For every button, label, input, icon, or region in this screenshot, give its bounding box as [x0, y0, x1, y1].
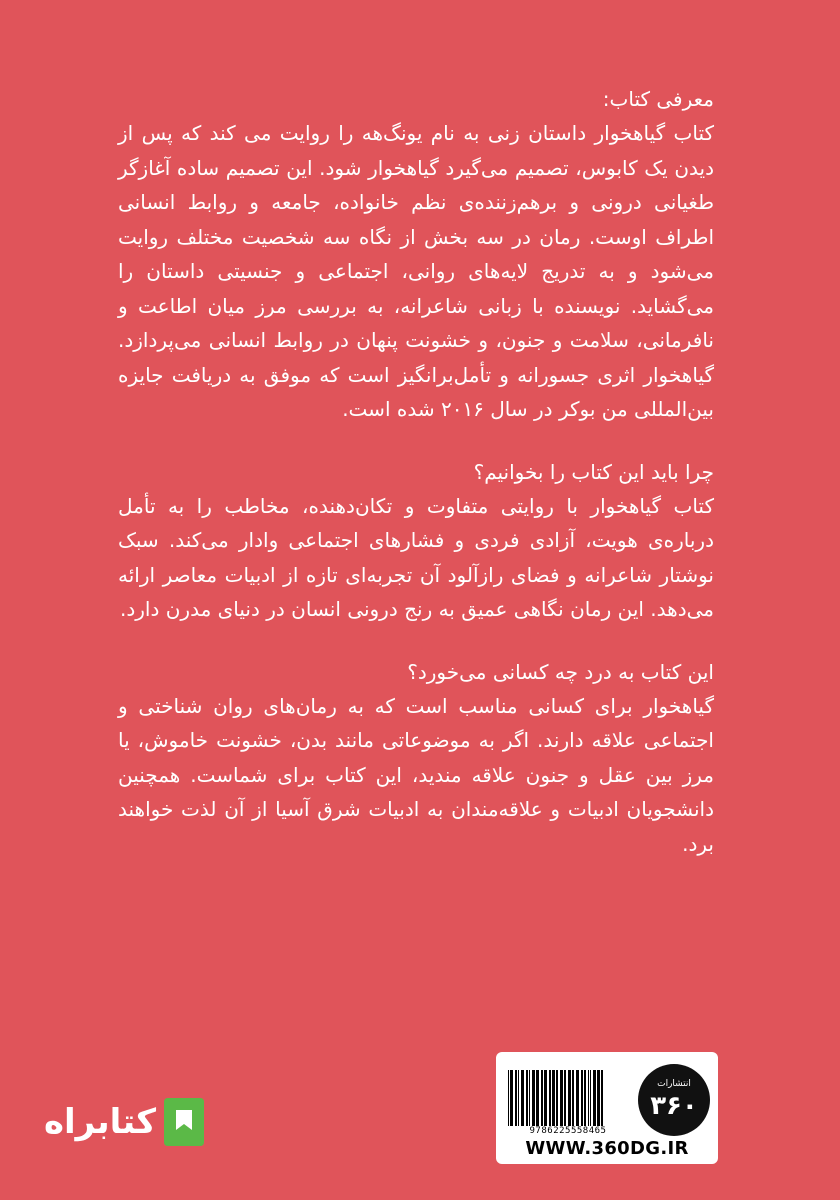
book-bookmark-icon — [160, 1096, 208, 1148]
barcode-bar — [518, 1070, 519, 1126]
barcode-bar — [521, 1070, 524, 1126]
barcode-bar — [526, 1070, 528, 1126]
barcode-bar — [544, 1070, 547, 1126]
barcode-bar — [576, 1070, 579, 1126]
barcode-bar — [593, 1070, 596, 1126]
ketabrah-logo — [38, 1090, 208, 1154]
why-read-section — [118, 455, 714, 627]
barcode-bar — [601, 1070, 603, 1126]
barcode-bar — [564, 1070, 566, 1126]
barcode-bar — [510, 1070, 513, 1126]
barcode-bar — [529, 1070, 530, 1126]
publisher-logo-number: ۳۶۰ — [650, 1091, 698, 1121]
barcode-bar — [556, 1070, 558, 1126]
ketabrah-wordmark: کتابراه — [43, 1102, 156, 1142]
barcode-bar — [532, 1070, 535, 1126]
why-read-body: کتاب گیاهخوار با روایتی متفاوت و تکان‌دهنده، مخاطب را به تأمل درباره‌ی هویت، آزادی فردی و فشارهای اجتماعی وادار می‌کند. سبک نوشتار شاعرانه و فضای رازآلود آن تجربه‌ای تازه از ادبیات معاصر ارائه می‌دهد. این رمان نگاهی عمیق به رنج درونی انسان در دنیای مدرن دارد. — [118, 493, 714, 621]
barcode-image — [506, 1070, 630, 1126]
barcode-bar — [541, 1070, 543, 1126]
why-read-heading: چرا باید این کتاب را بخوانیم؟ — [473, 459, 714, 484]
barcode-bar — [552, 1070, 555, 1126]
barcode-bar — [588, 1070, 589, 1126]
barcode-bar — [572, 1070, 574, 1126]
publisher-website: WWW.360DG.IR — [525, 1138, 689, 1159]
barcode-bar — [549, 1070, 551, 1126]
book-intro-body: کتاب گیاهخوار داستان زنی به نام یونگ‌هه را روایت می کند که پس از دیدن یک کابوس، تصمیم می‌گیرد گیاهخوار شود. این تصمیم ساده آغازگر طغیانی درونی و برهم‌زننده‌ی نظم خانواده، جامعه و روابط انسانی اطراف اوست. رمان در سه بخش از نگاه سه شخصیت مختلف روایت می‌شود و به تدریج لایه‌های روانی، اجتماعی و جنسیتی داستان را می‌گشاید. نویسنده با زبانی شاعرانه، به بررسی مرز میان اطاعت و نافرمانی، سلامت و جنون، و خشونت پنهان در روابط انسانی می‌پردازد. گیاهخوار اثری جسورانه و تأمل‌برانگیز است که موفق به دریافت جایزه بین‌المللی من بوکر در سال ۲۰۱۶ شده است. — [118, 121, 714, 421]
barcode-bar — [536, 1070, 539, 1126]
audience-heading: این کتاب به درد چه کسانی می‌خورد؟ — [407, 659, 714, 684]
audience-section — [118, 655, 714, 862]
barcode-bar — [597, 1070, 600, 1126]
barcode-bar — [515, 1070, 517, 1126]
publisher-360-logo — [636, 1062, 712, 1138]
barcode-bar — [590, 1070, 591, 1126]
audience-body: گیاهخوار برای کسانی مناسب است که به رمان‌های روان شناختی و اجتماعی علاقه دارند. اگر به موضوعاتی مانند بدن، خشونت خاموش، یا مرز بین عقل و جنون علاقه مندید، این کتاب برای شماست. همچنین دانشجویان ادبیات و علاقه‌مندان به ادبیات شرق آسیا از آن لذت خواهند برد. — [118, 693, 714, 856]
barcode-bar — [581, 1070, 583, 1126]
publisher-logo-text: انتشارات — [657, 1079, 691, 1089]
barcode-bar — [560, 1070, 563, 1126]
barcode-box — [496, 1052, 718, 1164]
barcode-bar — [508, 1070, 509, 1126]
description-column — [118, 82, 714, 889]
barcode-bar — [568, 1070, 571, 1126]
barcode-bar — [584, 1070, 586, 1126]
book-intro-section — [118, 82, 714, 427]
isbn-number: 9786225558465 — [529, 1126, 607, 1136]
book-intro-heading: معرفی کتاب: — [602, 87, 714, 111]
